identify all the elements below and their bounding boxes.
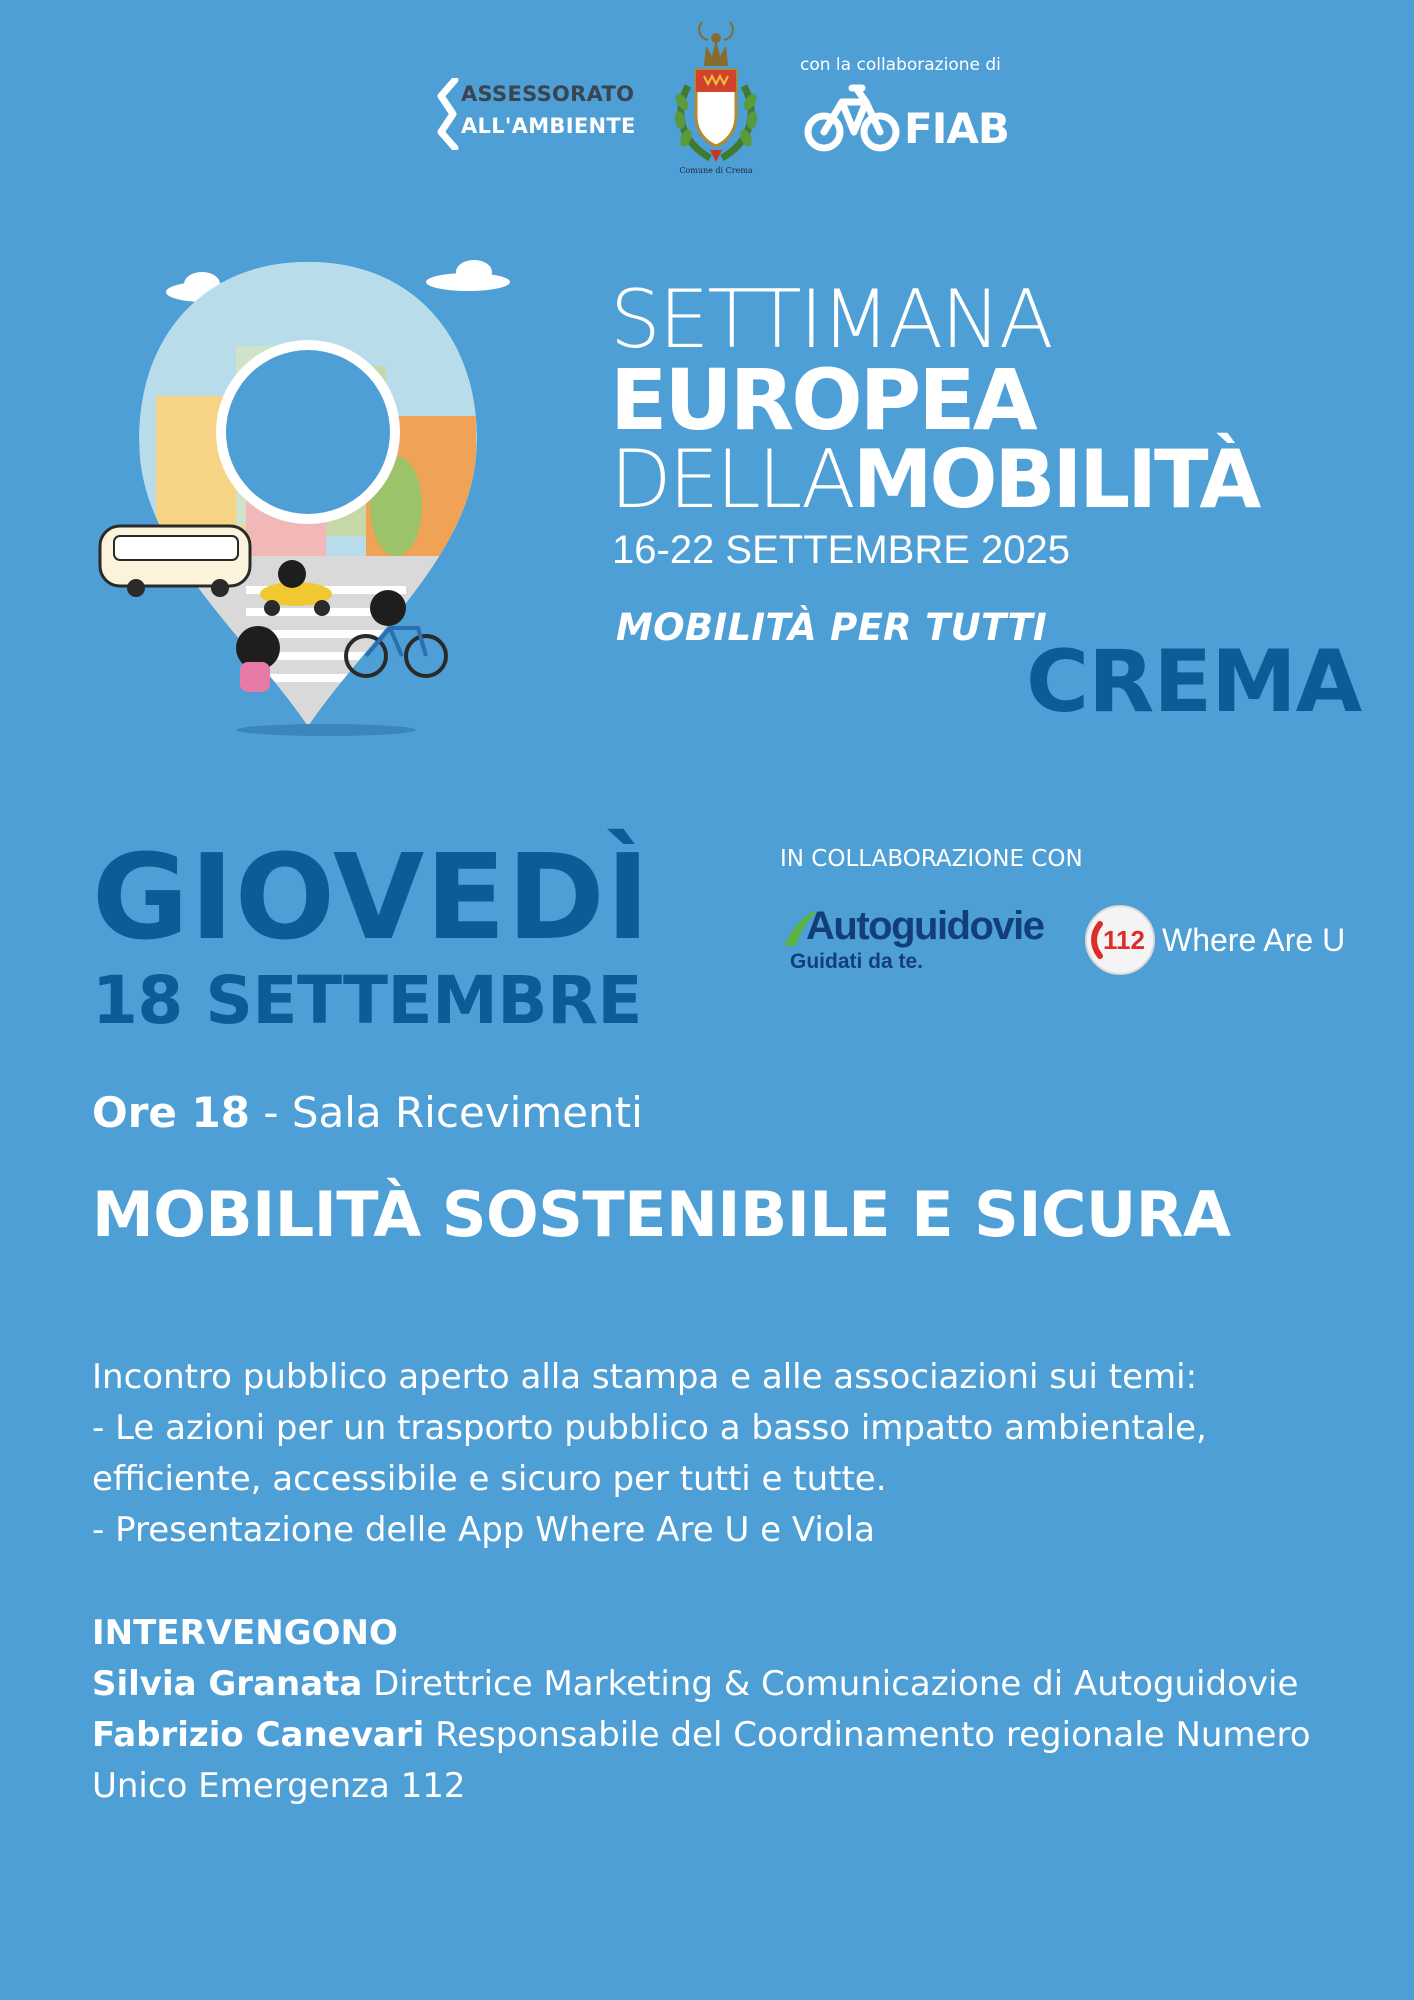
speakers-section bbox=[92, 1608, 1352, 1812]
title-line-settimana: SETTIMANA bbox=[610, 273, 1052, 366]
description-line: - Le azioni per un trasporto pubblico a basso impatto ambientale, bbox=[92, 1408, 1207, 1448]
event-day-month: 18 SETTEMBRE bbox=[92, 962, 642, 1039]
assessorato-ambiente-logo bbox=[435, 78, 635, 150]
speaker-name: Silvia Granata bbox=[92, 1664, 363, 1704]
speaker-role: Direttrice Marketing & Comunicazione di Autoguidovie bbox=[373, 1664, 1299, 1704]
fiab-collaboration-label: con la collaborazione di bbox=[800, 55, 1001, 75]
title-line-della-mobilita bbox=[610, 433, 1259, 526]
assessorato-bracket-icon bbox=[435, 78, 461, 150]
series-motto: MOBILITÀ PER TUTTI bbox=[616, 606, 1048, 649]
where-are-u-logo bbox=[1084, 904, 1354, 976]
title-della: DELLA bbox=[610, 433, 853, 526]
where-are-u-name: Where Are U bbox=[1162, 922, 1346, 958]
partners-label: IN COLLABORAZIONE CON bbox=[780, 846, 1083, 872]
assessorato-line1: ASSESSORATO bbox=[461, 82, 635, 106]
event-description bbox=[92, 1352, 1352, 1556]
autoguidovie-tagline: Guidati da te. bbox=[790, 950, 924, 973]
autoguidovie-logo bbox=[780, 900, 1060, 980]
event-place: Sala Ricevimenti bbox=[291, 1088, 643, 1137]
crest-icon bbox=[666, 16, 766, 166]
bicycle-icon bbox=[804, 82, 904, 154]
title-mobilita: MOBILITÀ bbox=[852, 433, 1259, 526]
description-line: efficiente, accessibile e sicuro per tutti e tutte. bbox=[92, 1459, 887, 1499]
event-series-title bbox=[610, 273, 1259, 526]
description-line: - Presentazione delle App Where Are U e Viola bbox=[92, 1510, 875, 1550]
event-weekday: GIOVEDÌ bbox=[92, 828, 651, 966]
autoguidovie-name: Autoguidovie bbox=[806, 904, 1044, 948]
title-line-europea: EUROPEA bbox=[610, 351, 1035, 449]
speaker-role: Responsabile del Coordinamento regionale Numero Unico Emergenza 112 bbox=[92, 1715, 1311, 1806]
speakers-heading: INTERVENGONO bbox=[92, 1613, 398, 1653]
event-time-place bbox=[92, 1088, 643, 1137]
mobility-pin-illustration bbox=[96, 256, 536, 736]
speaker-entry bbox=[92, 1659, 1352, 1710]
emergency-112-icon bbox=[1084, 904, 1156, 976]
description-line: Incontro pubblico aperto alla stampa e alle associazioni sui temi: bbox=[92, 1357, 1198, 1397]
crest-caption: Comune di Crema bbox=[679, 166, 753, 175]
assessorato-line2: ALL'AMBIENTE bbox=[461, 114, 636, 138]
fiab-logo bbox=[804, 82, 1009, 154]
event-time: Ore 18 bbox=[92, 1088, 250, 1137]
emergency-badge-text: 112 bbox=[1103, 925, 1145, 955]
speaker-entry bbox=[92, 1710, 1352, 1812]
fiab-name: FIAB bbox=[904, 104, 1009, 153]
event-title: MOBILITÀ SOSTENIBILE E SICURA bbox=[92, 1178, 1231, 1251]
series-dates: 16-22 SETTEMBRE 2025 bbox=[612, 528, 1070, 572]
comune-di-crema-crest bbox=[666, 16, 766, 182]
speaker-name: Fabrizio Canevari bbox=[92, 1715, 425, 1755]
time-place-separator: - bbox=[249, 1088, 292, 1137]
map-pin-icon bbox=[96, 256, 536, 736]
city-name: CREMA bbox=[1026, 632, 1362, 732]
